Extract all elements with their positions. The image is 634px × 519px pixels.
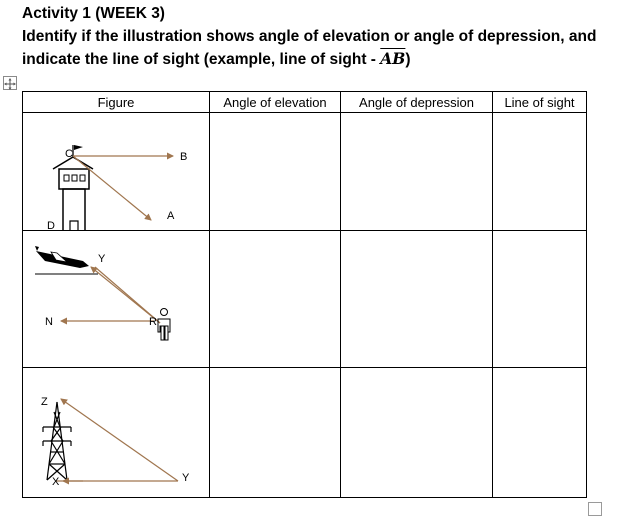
label-z: Z — [41, 396, 48, 408]
header-angle-of-elevation: Angle of elevation — [210, 92, 341, 113]
instructions-text: Identify if the illustration shows angle of elevation or angle of depression, and indicate the line of sight (example, line of sight - — [22, 28, 597, 68]
header-figure: Figure — [23, 92, 210, 113]
answer-cell-elevation[interactable] — [210, 231, 341, 368]
airplane-figure — [23, 231, 209, 367]
label-y: Y — [182, 472, 190, 484]
person-icon — [158, 309, 170, 341]
table-row — [23, 231, 587, 368]
tower-figure — [23, 113, 209, 230]
answer-cell-line-of-sight[interactable] — [493, 113, 587, 231]
example-segment: $\overline{AB}$ — [380, 49, 406, 68]
answer-cell-elevation[interactable] — [210, 368, 341, 498]
answer-cell-line-of-sight[interactable] — [493, 231, 587, 368]
label-x: X — [52, 476, 60, 488]
transmission-tower-icon — [43, 402, 71, 480]
transmission-tower-figure — [23, 368, 209, 497]
line-of-sight-segment — [95, 267, 160, 323]
header-line-of-sight: Line of sight — [493, 92, 587, 113]
label-y: Y — [98, 253, 106, 265]
table-header-row — [23, 92, 587, 113]
activity-title: Activity 1 (WEEK 3) — [22, 5, 165, 22]
figure-cell — [23, 368, 210, 498]
answer-cell-depression[interactable] — [341, 231, 493, 368]
answer-cell-depression[interactable] — [341, 368, 493, 498]
activity-table — [22, 91, 587, 498]
answer-cell-depression[interactable] — [341, 113, 493, 231]
move-arrows-icon — [4, 78, 16, 90]
table-move-handle[interactable] — [3, 76, 17, 90]
label-n: N — [45, 316, 53, 328]
label-b: B — [180, 151, 188, 163]
figure-cell — [23, 231, 210, 368]
instructions-closing: ) — [405, 51, 411, 68]
label-r: R — [149, 316, 157, 328]
arrow-to-z — [61, 399, 178, 481]
flag-icon — [73, 145, 83, 157]
figure-cell — [23, 113, 210, 231]
table-resize-handle[interactable] — [588, 502, 602, 516]
answer-cell-elevation[interactable] — [210, 113, 341, 231]
label-a: A — [167, 210, 175, 222]
instructions — [22, 26, 628, 71]
header-angle-of-depression: Angle of depression — [341, 92, 493, 113]
table-row — [23, 368, 587, 498]
answer-cell-line-of-sight[interactable] — [493, 368, 587, 498]
label-c: C — [65, 148, 73, 160]
airplane-icon — [35, 246, 89, 268]
label-d: D — [47, 220, 55, 230]
table-row — [23, 113, 587, 231]
